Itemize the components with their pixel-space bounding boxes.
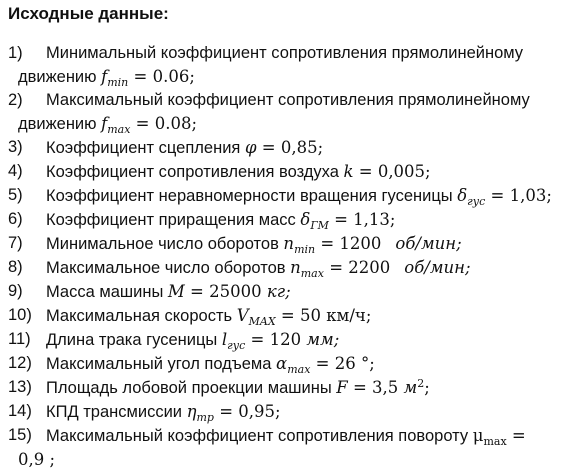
item-text-line — [0, 232, 571, 256]
item-text-line — [0, 352, 571, 376]
subscript: max — [107, 123, 131, 136]
subscript: max — [483, 435, 507, 448]
page-heading: Исходные данные: — [8, 4, 169, 23]
symbol: n — [283, 234, 295, 253]
list-item — [0, 328, 571, 352]
item-number: 7) — [8, 234, 23, 252]
item-text: Максимальная скорость — [46, 307, 237, 325]
value: = 1,03; — [485, 186, 552, 205]
item-text: КПД трансмиссии — [46, 403, 187, 421]
item-text-line — [0, 328, 571, 352]
subscript: гус — [227, 339, 246, 352]
item-number: 1) — [8, 44, 23, 62]
item-text: Масса машины — [46, 283, 168, 301]
symbol: V — [236, 306, 249, 325]
symbol: μ — [472, 426, 484, 445]
list-item — [0, 42, 571, 89]
item-number: 3) — [8, 138, 23, 156]
list-item — [0, 280, 571, 304]
item-text-line — [0, 424, 571, 448]
item-text: Минимальное число оборотов — [46, 235, 284, 253]
subscript: max — [300, 267, 324, 280]
item-number: 10) — [8, 306, 32, 324]
list-item — [0, 136, 571, 160]
item-text: Максимальный угол подъема — [46, 355, 277, 373]
value: = 25000 — [184, 282, 267, 301]
subscript: max — [287, 363, 311, 376]
value: = 1,13; — [328, 210, 396, 229]
list-item — [0, 424, 571, 472]
value: = 2200 — [323, 258, 391, 277]
symbol: δ — [300, 210, 311, 229]
item-text: Площадь лобовой проекции машины — [46, 379, 337, 397]
item-number: 4) — [8, 162, 23, 180]
unit: м — [403, 378, 418, 397]
item-text-line — [0, 256, 571, 280]
symbol: α — [276, 354, 288, 373]
value: = 0.06; — [128, 67, 195, 86]
value: = 0,95; — [213, 402, 281, 421]
symbol: f — [101, 67, 108, 86]
item-text-line — [0, 208, 571, 232]
symbol: δ — [457, 186, 468, 205]
subscript: min — [107, 76, 129, 89]
subscript: тр — [196, 411, 214, 424]
list-item — [0, 208, 571, 232]
item-number: 9) — [8, 282, 23, 300]
item-text-line — [0, 280, 571, 304]
item-continuation — [0, 448, 571, 472]
item-number: 6) — [8, 210, 23, 228]
unit: об/мин; — [395, 234, 462, 253]
subscript: ГМ — [310, 219, 329, 232]
item-number: 5) — [8, 186, 23, 204]
item-number: 13) — [8, 378, 32, 396]
value-tail: ; — [424, 378, 430, 397]
value: = 0,85; — [256, 138, 324, 157]
list-item — [0, 352, 571, 376]
item-text-line — [0, 184, 571, 208]
item-number: 11) — [8, 330, 31, 348]
item-text: Коэффициент неравномерности вращения гусеницы — [46, 187, 458, 205]
list-item — [0, 184, 571, 208]
item-text: Минимальный коэффициент сопротивления прямолинейному — [46, 44, 524, 62]
item-text-cont: движению — [18, 115, 102, 133]
symbol: M — [167, 282, 185, 301]
list-item — [0, 400, 571, 424]
list-item — [0, 304, 571, 328]
value: = — [506, 426, 526, 445]
unit: об/мин; — [404, 258, 471, 277]
item-text: Длина трака гусеницы — [46, 331, 222, 349]
symbol: F — [336, 378, 348, 397]
value: = 50 км/ч; — [275, 306, 372, 325]
item-text: Коэффициент сопротивления воздуха — [46, 163, 344, 181]
symbol: n — [290, 258, 301, 277]
value: = 0,005; — [353, 162, 431, 181]
item-text: Максимальный коэффициент сопротивления прямолинейному — [46, 91, 530, 109]
list-item — [0, 160, 571, 184]
value: = 3,5 — [347, 378, 404, 397]
item-text-line — [0, 160, 571, 184]
list-item — [0, 232, 571, 256]
superscript: 2 — [417, 377, 425, 390]
item-continuation — [0, 65, 571, 89]
symbol: η — [186, 402, 197, 421]
subscript: min — [294, 243, 316, 256]
item-text: Максимальный коэффициент сопротивления повороту — [46, 427, 473, 445]
item-number: 14) — [8, 402, 32, 420]
item-text-line — [0, 376, 571, 400]
item-text: Коэффициент приращения масс — [46, 211, 301, 229]
value: = 0.08; — [130, 114, 198, 133]
value: = 26 °; — [310, 354, 375, 373]
list-item — [0, 376, 571, 400]
symbol: φ — [244, 138, 257, 157]
unit: кг; — [266, 282, 291, 301]
item-number: 2) — [8, 91, 23, 109]
subscript: гус — [467, 195, 486, 208]
item-number: 15) — [8, 426, 32, 444]
unit: мм; — [306, 330, 340, 349]
item-number: 8) — [8, 258, 23, 276]
item-text-cont: движению — [18, 68, 102, 86]
symbol: f — [101, 114, 108, 133]
item-text-line — [0, 304, 571, 328]
symbol: k — [343, 162, 354, 181]
value-cont: 0,9 ; — [18, 450, 56, 469]
item-text-line — [0, 400, 571, 424]
list-item — [0, 89, 571, 136]
symbol: l — [221, 330, 228, 349]
value: = 120 — [245, 330, 307, 349]
item-text: Максимальное число оборотов — [46, 259, 291, 277]
list-item — [0, 256, 571, 280]
subscript: MAX — [248, 315, 276, 328]
item-text-line — [0, 136, 571, 160]
value: = 1200 — [315, 234, 382, 253]
item-text: Коэффициент сцепления — [46, 139, 245, 157]
item-number: 12) — [8, 354, 32, 372]
item-continuation — [0, 112, 571, 136]
parameter-list — [0, 42, 571, 472]
